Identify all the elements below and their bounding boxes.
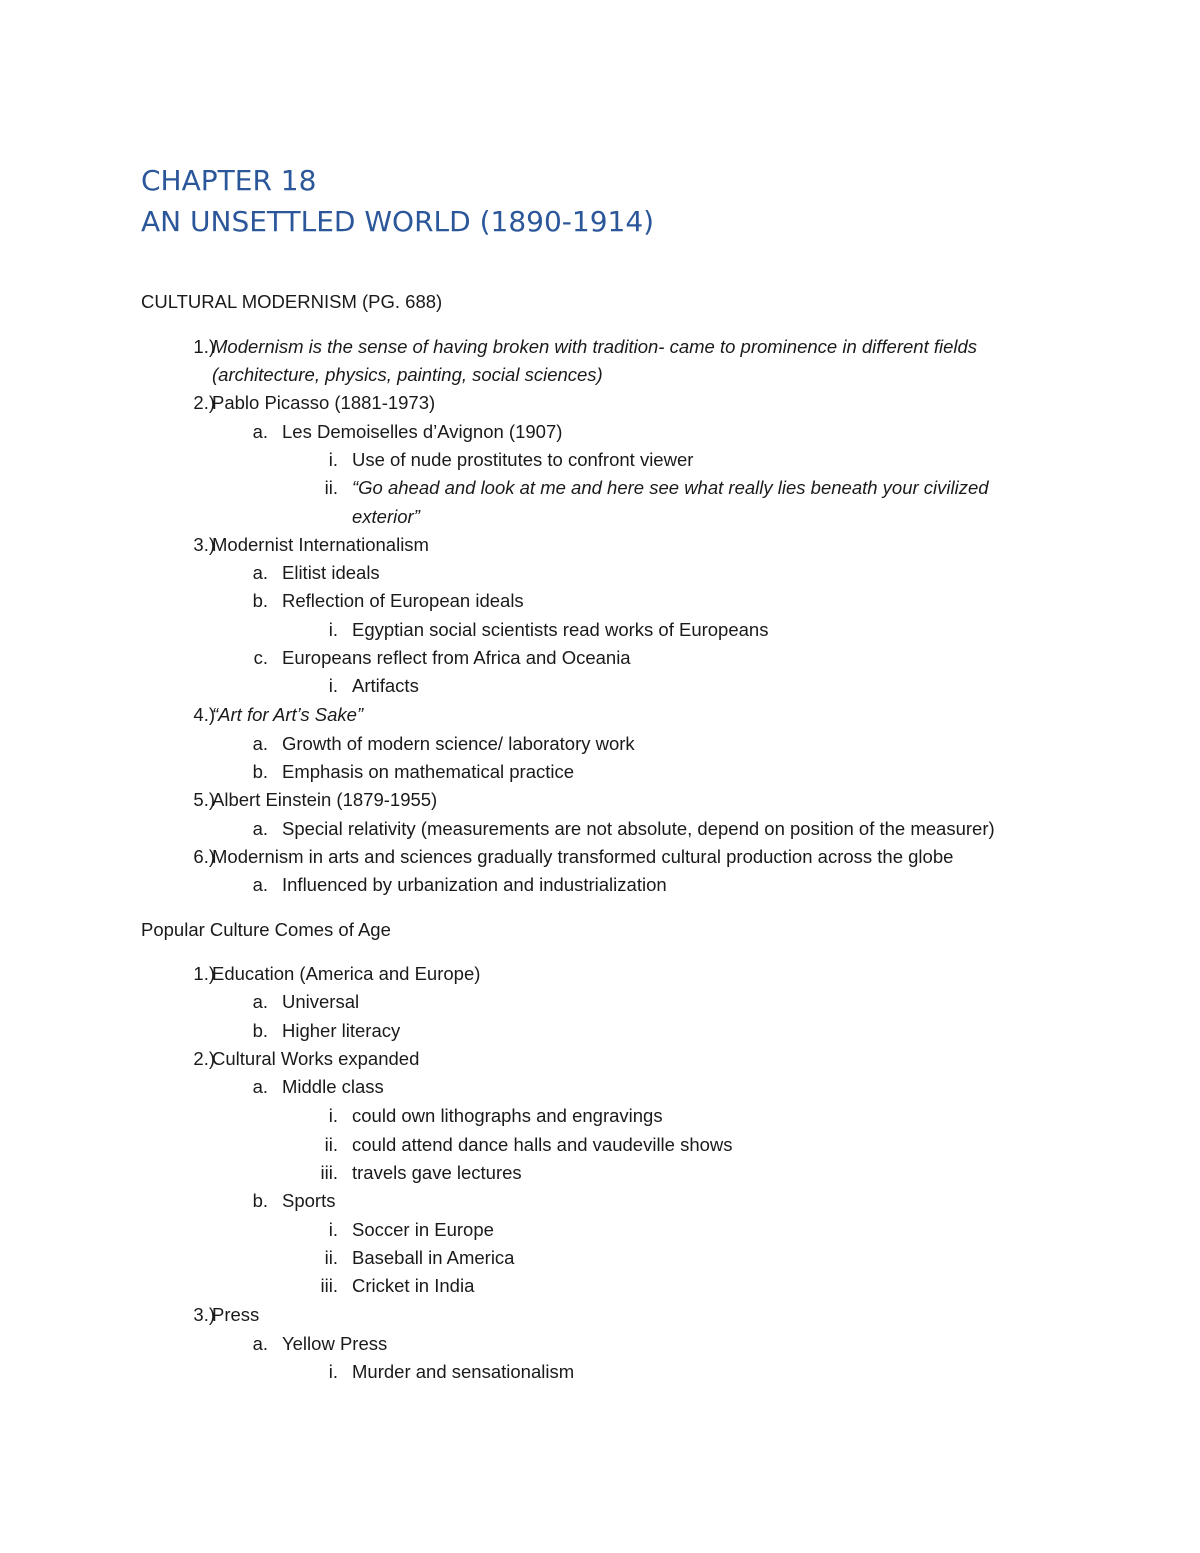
list-item xyxy=(324,476,989,500)
list-item xyxy=(328,1104,663,1128)
item-text: Emphasis on mathematical practice xyxy=(282,761,575,782)
item-text: “Art for Art’s Sake” xyxy=(212,704,364,725)
item-number: 3.) xyxy=(193,534,215,555)
item-letter: b. xyxy=(252,1020,268,1041)
item-text: Cultural Works expanded xyxy=(212,1048,420,1069)
item-text: Use of nude prostitutes to confront viewer xyxy=(352,449,694,470)
list-item xyxy=(328,1218,494,1242)
item-roman: i. xyxy=(328,1105,338,1126)
item-text: Special relativity (measurements are not absolute, depend on position of the measurer) xyxy=(282,818,995,839)
item-text: Elitist ideals xyxy=(282,562,380,583)
list-item xyxy=(320,1161,522,1185)
item-text: Reflection of European ideals xyxy=(282,590,524,611)
item-letter: b. xyxy=(252,590,268,611)
list-item xyxy=(252,589,524,613)
list-item xyxy=(252,1332,388,1356)
section-heading-popular-culture: Popular Culture Comes of Age xyxy=(141,919,391,940)
list-item xyxy=(253,646,631,670)
item-roman: i. xyxy=(328,1219,338,1240)
list-item xyxy=(252,1019,401,1043)
item-letter: a. xyxy=(252,874,268,895)
item-roman: iii. xyxy=(320,1275,338,1296)
item-continuation: (architecture, physics, painting, social sciences) xyxy=(212,364,603,385)
list-item xyxy=(328,618,769,642)
list-item xyxy=(252,990,360,1014)
item-text: Growth of modern science/ laboratory work xyxy=(282,733,635,754)
item-text: Egyptian social scientists read works of Europeans xyxy=(352,619,769,640)
item-roman: ii. xyxy=(324,1247,338,1268)
item-text: Cricket in India xyxy=(352,1275,475,1296)
list-item xyxy=(193,962,481,986)
item-roman: i. xyxy=(328,1361,338,1382)
item-roman: i. xyxy=(328,619,338,640)
item-letter: a. xyxy=(252,991,268,1012)
item-number: 5.) xyxy=(193,789,215,810)
item-text: could attend dance halls and vaudeville shows xyxy=(352,1134,733,1155)
list-item xyxy=(252,1189,336,1213)
list-item xyxy=(252,420,563,444)
item-letter: c. xyxy=(253,647,268,668)
item-text: Artifacts xyxy=(352,675,419,696)
list-item xyxy=(193,533,429,557)
list-item xyxy=(193,335,978,359)
item-letter: a. xyxy=(252,1333,268,1354)
item-text: “Go ahead and look at me and here see what really lies beneath your civilized xyxy=(352,477,989,498)
item-text: Pablo Picasso (1881-1973) xyxy=(212,392,436,413)
item-text: travels gave lectures xyxy=(352,1162,522,1183)
item-number: 2.) xyxy=(193,392,215,413)
list-item xyxy=(252,732,635,756)
item-number: 2.) xyxy=(193,1048,215,1069)
item-number: 1.) xyxy=(193,336,215,357)
item-letter: b. xyxy=(252,1190,268,1211)
item-text: Higher literacy xyxy=(282,1020,401,1041)
list-item xyxy=(193,1047,420,1071)
item-number: 6.) xyxy=(193,846,215,867)
item-text: Influenced by urbanization and industrialization xyxy=(282,874,667,895)
item-text: Murder and sensationalism xyxy=(352,1361,575,1382)
item-number: 4.) xyxy=(193,704,215,725)
list-item xyxy=(320,1274,475,1298)
list-item xyxy=(252,561,380,585)
chapter-title: AN UNSETTLED WORLD (1890-1914) xyxy=(141,205,655,238)
item-continuation: exterior” xyxy=(352,506,420,527)
item-text: Les Demoiselles d’Avignon (1907) xyxy=(282,421,563,442)
list-item xyxy=(252,873,667,897)
item-text: Yellow Press xyxy=(282,1333,388,1354)
item-text: Soccer in Europe xyxy=(352,1219,494,1240)
item-number: 1.) xyxy=(193,963,215,984)
section-heading-cultural-modernism: CULTURAL MODERNISM (PG. 688) xyxy=(141,291,443,312)
list-item xyxy=(252,1075,384,1099)
item-letter: a. xyxy=(252,818,268,839)
list-item xyxy=(193,391,436,415)
item-text: could own lithographs and engravings xyxy=(352,1105,663,1126)
list-item xyxy=(252,817,995,841)
list-item xyxy=(193,788,438,812)
item-letter: a. xyxy=(252,421,268,442)
list-item xyxy=(328,448,694,472)
item-roman: ii. xyxy=(324,1134,338,1155)
item-text: Modernism is the sense of having broken with tradition- came to prominence in different fields xyxy=(212,336,978,357)
item-text: Baseball in America xyxy=(352,1247,515,1268)
item-text: Europeans reflect from Africa and Oceania xyxy=(282,647,631,668)
item-text: Modernism in arts and sciences gradually transformed cultural production across the globe xyxy=(212,846,954,867)
item-text: Middle class xyxy=(282,1076,384,1097)
item-text: Press xyxy=(212,1304,260,1325)
item-text: Albert Einstein (1879-1955) xyxy=(212,789,438,810)
item-roman: iii. xyxy=(320,1162,338,1183)
list-item xyxy=(252,760,575,784)
item-roman: ii. xyxy=(324,477,338,498)
item-text: Education (America and Europe) xyxy=(212,963,481,984)
item-letter: a. xyxy=(252,733,268,754)
list-item xyxy=(193,703,364,727)
item-roman: i. xyxy=(328,675,338,696)
list-item xyxy=(328,1360,575,1384)
item-text: Universal xyxy=(282,991,360,1012)
item-text: Sports xyxy=(282,1190,336,1211)
item-letter: a. xyxy=(252,562,268,583)
list-item xyxy=(324,1246,515,1270)
item-number: 3.) xyxy=(193,1304,215,1325)
chapter-number: CHAPTER 18 xyxy=(141,164,317,197)
list-item xyxy=(193,1303,260,1327)
item-letter: a. xyxy=(252,1076,268,1097)
item-roman: i. xyxy=(328,449,338,470)
list-item xyxy=(328,674,419,698)
list-item xyxy=(324,1133,733,1157)
item-letter: b. xyxy=(252,761,268,782)
item-text: Modernist Internationalism xyxy=(212,534,429,555)
list-item xyxy=(193,845,954,869)
